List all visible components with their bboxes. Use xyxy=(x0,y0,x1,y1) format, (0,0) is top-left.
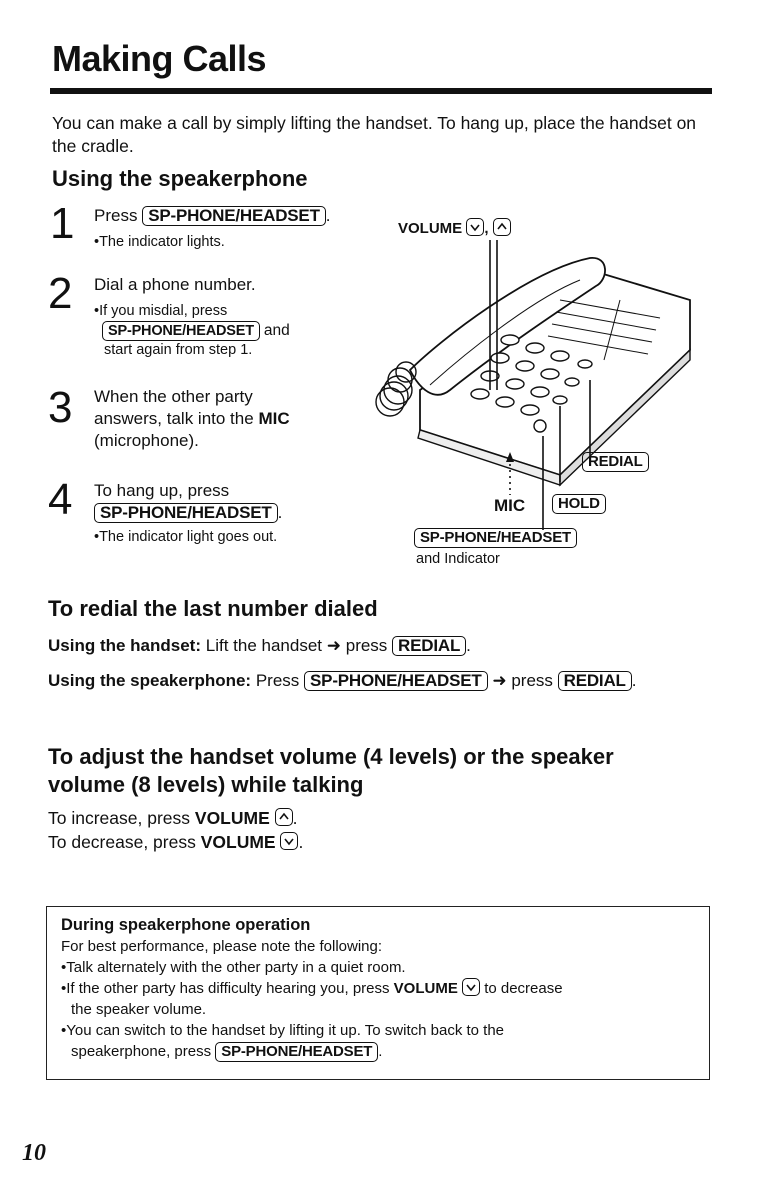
redial-key: REDIAL xyxy=(582,452,649,472)
note-box xyxy=(46,906,710,1080)
arrow-icon: ➜ xyxy=(492,671,507,690)
bullet-text: The indicator lights. xyxy=(99,234,225,250)
handset-label: Using the handset: xyxy=(48,636,202,655)
note-bullet: Talk alternately with the other party in a quiet room. xyxy=(66,959,406,976)
note-title: During speakerphone operation xyxy=(61,916,311,934)
mic-label: MIC xyxy=(494,496,526,515)
step-text-line: answers, talk into the xyxy=(94,409,254,428)
heading-line: volume (8 levels) while talking xyxy=(48,772,364,797)
sp-phone-headset-key: SP-PHONE/HEADSET xyxy=(304,671,488,691)
note-intro: For best performance, please note the following: xyxy=(61,938,383,955)
step-text xyxy=(94,205,331,227)
volume-down-icon xyxy=(462,978,480,996)
step-1-bullet: •The indicator lights. xyxy=(94,234,225,250)
volume-down-icon xyxy=(280,832,298,850)
press-word: Press xyxy=(255,671,300,690)
volume-label: VOLUME , xyxy=(398,220,511,238)
press-word: press xyxy=(511,671,553,690)
step-text-line: To hang up, press xyxy=(94,481,230,500)
step-number: 1 xyxy=(50,199,75,248)
sp-phone-headset-key: SP-PHONE/HEADSET xyxy=(414,528,577,548)
sp-phone-headset-key: SP-PHONE/HEADSET xyxy=(102,321,260,341)
bullet-text: start again from step 1. xyxy=(104,342,253,358)
volume-heading xyxy=(48,743,614,799)
volume-up-icon xyxy=(275,808,293,826)
note-content: During speakerphone operation For best performance, please note the following: •Talk alternately with the other party in a quiet room. •If the other party has difficulty hearing you, press VOLUME to decrease the speaker volume. •You can switch to the handset by lifting it up. To switch back to the speakerphone, press SP-PHONE/HEADSET . xyxy=(61,916,563,1060)
speakerphone-heading: Using the speakerphone xyxy=(52,166,308,191)
mic-word: MIC xyxy=(258,409,290,428)
step-text-line: (microphone). xyxy=(94,431,199,450)
intro-paragraph: You can make a call by simply lifting the handset. To hang up, place the handset on the cradle. xyxy=(52,113,697,156)
step-1-text: Press xyxy=(94,206,138,225)
volume-instructions: To increase, press VOLUME . To decrease, press VOLUME . xyxy=(48,808,304,852)
handset-text: Lift the handset xyxy=(205,636,323,655)
telephone-illustration xyxy=(360,240,700,530)
step-2-bullet: •If you misdial, press SP-PHONE/HEADSET and start again from step 1. xyxy=(94,303,290,358)
speaker-label: Using the speakerphone: xyxy=(48,671,252,690)
step-2-text: Dial a phone number. xyxy=(94,275,256,294)
bullet-text: The indicator light goes out. xyxy=(99,529,278,545)
hold-key: HOLD xyxy=(552,494,606,514)
redial-key: REDIAL xyxy=(392,636,466,656)
period: . xyxy=(325,206,331,225)
period: . xyxy=(277,503,283,522)
step-number: 2 xyxy=(48,269,73,318)
page-title: Making Calls xyxy=(52,38,267,79)
note-bullet-cont: to decrease xyxy=(484,980,563,997)
sp-phone-headset-key: SP-PHONE/HEADSET xyxy=(215,1042,378,1062)
note-bullet-cont: the speaker volume. xyxy=(71,1001,207,1018)
heading-line: To adjust the handset volume (4 levels) or the speaker xyxy=(48,744,614,769)
volume-word: VOLUME xyxy=(200,832,276,852)
redial-speaker-line: Using the speakerphone: Press SP-PHONE/HEADSET ➜ press REDIAL . xyxy=(48,671,637,690)
page-number: 10 xyxy=(22,1140,46,1166)
note-bullet: You can switch to the handset by lifting it up. To switch back to the xyxy=(66,1022,505,1039)
volume-down-icon xyxy=(466,218,484,236)
decrease-text: To decrease, press xyxy=(48,832,196,852)
redial-key: REDIAL xyxy=(558,671,632,691)
volume-word: VOLUME xyxy=(393,980,458,997)
sp-phone-headset-key: SP-PHONE/HEADSET xyxy=(142,206,326,226)
redial-heading: To redial the last number dialed xyxy=(48,596,378,621)
note-bullet-cont: speakerphone, press xyxy=(71,1043,212,1060)
indicator-label: and Indicator xyxy=(416,551,500,567)
arrow-icon: ➜ xyxy=(326,636,341,655)
bullet-text: and xyxy=(263,322,290,339)
note-bullet: If the other party has difficulty hearing you, press xyxy=(66,980,390,997)
press-word: press xyxy=(345,636,388,655)
volume-up-icon xyxy=(493,218,511,236)
volume-word: VOLUME xyxy=(194,808,270,828)
step-3-text xyxy=(94,386,354,452)
step-4-text xyxy=(94,480,354,524)
increase-text: To increase, press xyxy=(48,808,191,828)
sp-phone-headset-key: SP-PHONE/HEADSET xyxy=(94,503,278,523)
step-4-bullet: •The indicator light goes out. xyxy=(94,529,278,545)
step-text-line: When the other party xyxy=(94,387,253,406)
title-rule xyxy=(50,88,712,94)
volume-word: VOLUME xyxy=(398,220,463,237)
step-number: 3 xyxy=(48,383,73,432)
redial-handset-line: Using the handset: Lift the handset ➜ press REDIAL . xyxy=(48,636,471,655)
step-number: 4 xyxy=(48,475,73,524)
bullet-text: If you misdial, press xyxy=(99,303,228,319)
